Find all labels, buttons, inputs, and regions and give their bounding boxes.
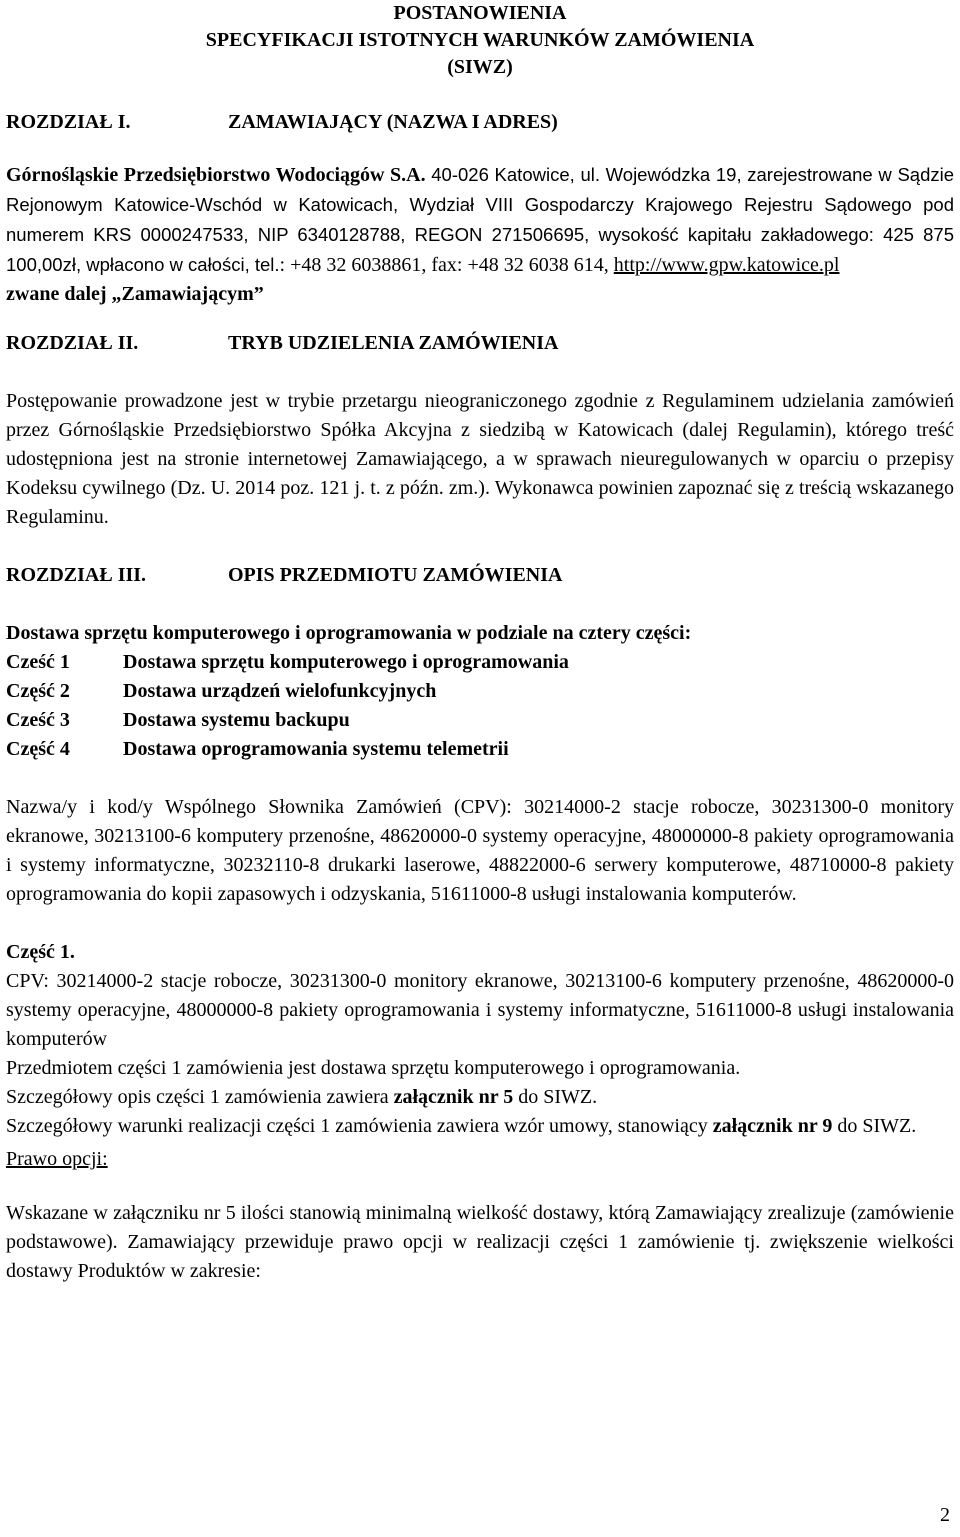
chapter-2-text: Postępowanie prowadzone jest w trybie przetargu nieograniczonego zgodnie z Regulaminem udzielania zamówień przez Górnośląskie Przedsiębiorstwo Spółka Akcyjna z siedzibą w Katowicach (dalej Regulamin), którego treść udostępniona jest na stronie internetowej Zamawiającego, a w sprawach nieuregulowanych w oparciu o przepisy Kodeksu cywilnego (Dz. U. 2014 poz. 121 j. t. z późn. zm.). Wykonawca powinien zapoznać się z treścią wskazanego Regulaminu.: [6, 390, 954, 528]
part-1-conditions: [6, 1112, 954, 1141]
option-heading: Prawo opcji:: [6, 1148, 108, 1170]
part-description: Dostawa urządzeń wielofunkcyjnych: [123, 680, 437, 702]
page-number: 2: [940, 1504, 950, 1526]
part-1-detail: [6, 1083, 954, 1112]
attachment-5-ref: załącznik nr 5: [393, 1086, 514, 1108]
company-called: zwane dalej „Zamawiającym”: [6, 283, 264, 305]
part-1-heading: Część 1.: [6, 941, 75, 963]
chapter-2-title: TRYB UDZIELENIA ZAMÓWIENIA: [228, 332, 559, 354]
company-url-link[interactable]: http://www.gpw.katowice.pl: [613, 254, 840, 276]
document-title: [6, 0, 954, 81]
option-text: Wskazane w załączniku nr 5 ilości stanowią minimalną wielkość dostawy, którą Zamawiający zrealizuje (zamówienie podstawowe). Zamawiający przewiduje prawo opcji w realizacji części 1 zamówienie tj. zwiększenie wielkości dostawy Produktów w zakresie:: [6, 1202, 954, 1282]
chapter-3-title: OPIS PRZEDMIOTU ZAMÓWIENIA: [228, 564, 563, 586]
chapter-3-number: ROZDZIAŁ III.: [6, 564, 147, 586]
chapter-3-intro: Dostawa sprzętu komputerowego i oprogramowania w podziale na cztery części:: [6, 622, 692, 644]
title-line-1: POSTANOWIENIA: [393, 2, 567, 24]
part-row: [6, 735, 954, 764]
part-1-subject: Przedmiotem części 1 zamówienia jest dostawa sprzętu komputerowego i oprogramowania.: [6, 1057, 741, 1079]
part-label: Cześć 1: [6, 651, 70, 673]
cpv-codes: Nazwa/y i kod/y Wspólnego Słownika Zamówień (CPV): 30214000-2 stacje robocze, 30231300-0 monitory ekranowe, 30213100-6 komputery przenośne, 48620000-0 systemy operacyjne, 48000000-8 pakiety oprogramowania i systemy informatyczne, 30232110-8 drukarki laserowe, 48822000-6 serwery komputerowe, 48710000-8 pakiety oprogramowania do kopii zapasowych i odzyskania, 51611000-8 usługi instalowania komputerów.: [6, 796, 954, 905]
part-label: Część 4: [6, 738, 70, 760]
part-label: Cześć 3: [6, 709, 70, 731]
chapter-2-heading: [6, 329, 954, 358]
title-line-2: SPECYFIKACJI ISTOTNYCH WARUNKÓW ZAMÓWIENIA: [205, 29, 755, 51]
part-1-conditions-suffix: do SIWZ.: [832, 1115, 917, 1137]
part-1-cpv: CPV: 30214000-2 stacje robocze, 30231300-0 monitory ekranowe, 30213100-6 komputery przenośne, 48620000-0 systemy operacyjne, 48000000-8 pakiety oprogramowania i systemy informatyczne, 51611000-8 usługi instalowania komputerów: [6, 970, 954, 1050]
chapter-1-heading: [6, 108, 954, 137]
document-page: [6, 0, 954, 1286]
company-info: [6, 160, 954, 309]
part-1-conditions-text: Szczegółowy warunki realizacji części 1 zamówienia zawiera wzór umowy, stanowiący: [6, 1115, 713, 1137]
company-contact: : +48 32 6038861, fax: +48 32 6038 614,: [279, 254, 614, 276]
chapter-2-number: ROZDZIAŁ II.: [6, 332, 139, 354]
parts-list: [6, 648, 954, 764]
title-line-3: (SIWZ): [447, 56, 513, 78]
part-row: [6, 706, 954, 735]
company-address: 40-026 Katowice, ul. Wojewódzka 19, zarejestrowane w Sądzie Rejonowym Katowice-Wschód w Katowicach, Wydział VIII Gospodarczy Krajowego Rejestru Sądowego pod numerem KRS 0000247533, NIP 6340128788, REGON 271506695, wysokość kapitału zakładowego: 425 875 100,00zł, wpłacono w całości, tel.: [6, 164, 955, 275]
part-description: Dostawa sprzętu komputerowego i oprogramowania: [123, 651, 569, 673]
chapter-1-number: ROZDZIAŁ I.: [6, 111, 131, 133]
part-row: [6, 677, 954, 706]
chapter-1-title: ZAMAWIAJĄCY (NAZWA I ADRES): [228, 111, 558, 133]
attachment-9-ref: załącznik nr 9: [712, 1115, 833, 1137]
company-name: Górnośląskie Przedsiębiorstwo Wodociągów S.A.: [6, 164, 426, 186]
part-description: Dostawa oprogramowania systemu telemetrii: [123, 738, 509, 760]
part-label: Część 2: [6, 680, 70, 702]
part-1-detail-suffix: do SIWZ.: [513, 1086, 598, 1108]
chapter-3-heading: [6, 561, 954, 590]
part-row: [6, 648, 954, 677]
part-description: Dostawa systemu backupu: [123, 709, 350, 731]
part-1-detail-text: Szczegółowy opis części 1 zamówienia zawiera: [6, 1086, 394, 1108]
